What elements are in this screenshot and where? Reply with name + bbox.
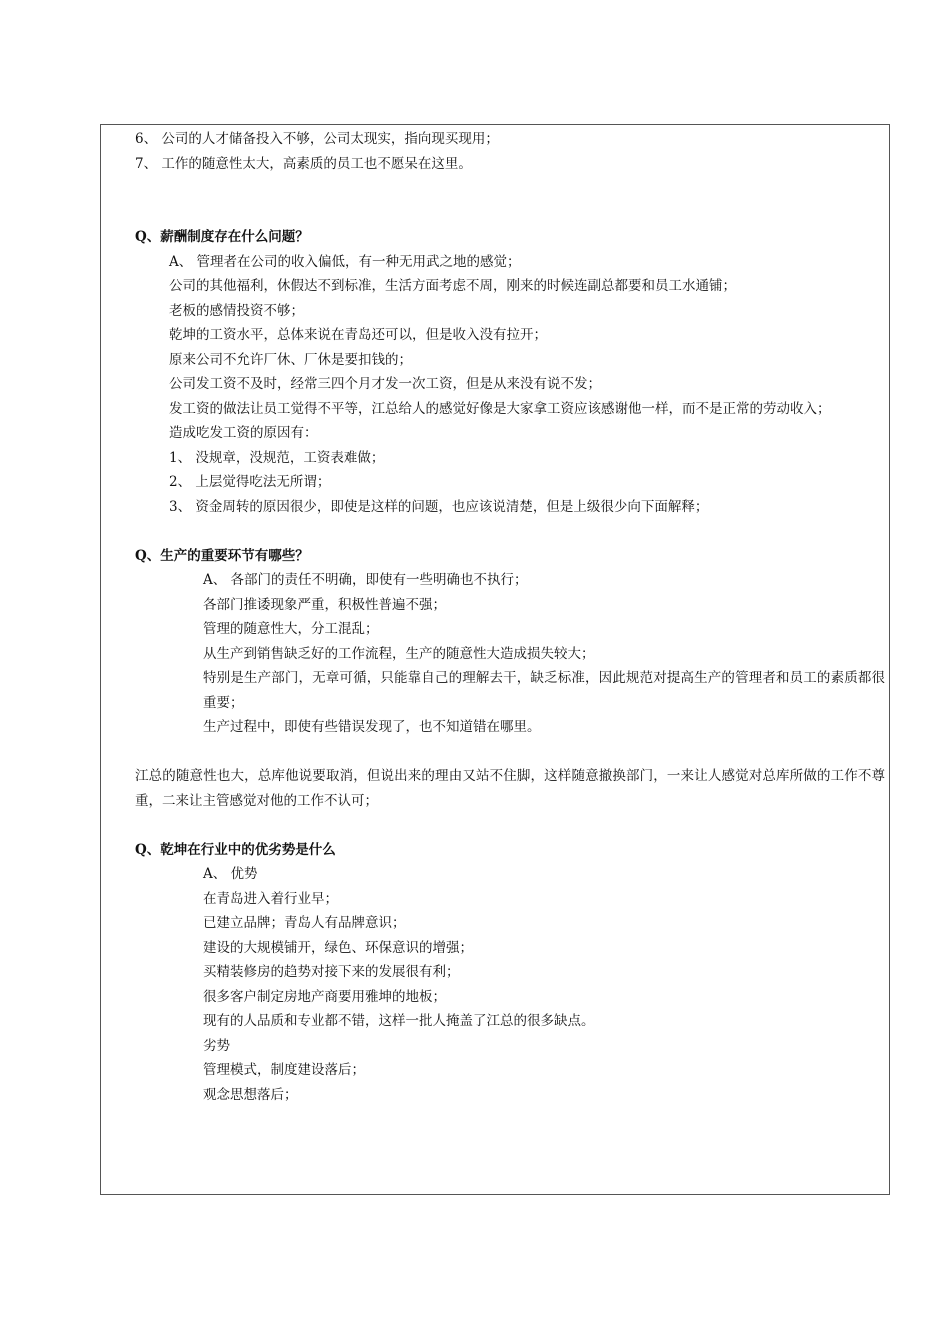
salary-answer	[135, 250, 885, 520]
industry-answer	[135, 862, 885, 1107]
answer-line: 2、 上层觉得吃法无所谓；	[169, 474, 331, 490]
answer-line: 现有的人品质和专业都不错，这样一批人掩盖了江总的很多缺点。	[203, 1013, 595, 1029]
answer-line: 乾坤的工资水平，总体来说在青岛还可以，但是收入没有拉开；	[169, 327, 547, 343]
answer-line: 老板的感情投资不够；	[169, 302, 304, 319]
intro-item: 6、 公司的人才储备投入不够，公司太现实，指向现买现用；	[135, 131, 499, 147]
notes-content	[135, 127, 885, 1107]
answer-line: 从生产到销售缺乏好的工作流程，生产的随意性大造成损失较大；	[203, 645, 595, 662]
answer-line: 1、 没规章，没规范，工资表难做；	[169, 449, 385, 466]
production-answer	[135, 568, 885, 740]
answer-line: 劣势	[203, 1037, 230, 1054]
answer-line: 管理模式，制度建设落后；	[203, 1062, 365, 1078]
industry-question: Q、乾坤在行业中的优劣势是什么	[135, 841, 336, 858]
answer-line: 观念思想落后；	[203, 1086, 298, 1103]
answer-line: 生产过程中，即使有些错误发现了，也不知道错在哪里。	[203, 719, 541, 735]
answer-line: A、 管理者在公司的收入偏低，有一种无用武之地的感觉；	[169, 253, 521, 270]
answer-line: 买精装修房的趋势对接下来的发展很有利；	[203, 964, 460, 980]
intro-item: 7、 工作的随意性太大，高素质的员工也不愿呆在这里。	[135, 155, 472, 172]
answer-line: 3、 资金周转的原因很少，即使是这样的问题，也应该说清楚，但是上级很少向下面解释；	[169, 498, 709, 515]
answer-line: 各部门推诿现象严重，积极性普遍不强；	[203, 596, 446, 613]
answer-line: 公司的其他福利，休假达不到标准，生活方面考虑不周，刚来的时候连副总都要和员工水通铺；	[169, 278, 736, 294]
answer-line: 造成吃发工资的原因有：	[169, 425, 318, 441]
answer-line: 管理的随意性大，分工混乱；	[203, 621, 379, 637]
answer-line: A、 各部门的责任不明确，即使有一些明确也不执行；	[203, 572, 528, 588]
answer-line: 在青岛进入着行业早；	[203, 890, 338, 907]
production-note: 江总的随意性也大，总库他说要取消，但说出来的理由又站不住脚，这样随意撤换部门，一来让人感觉对总库所做的工作不尊重，二来让主管感觉对他的工作不认可；	[135, 768, 885, 809]
answer-line: 特别是生产部门，无章可循，只能靠自己的理解去干，缺乏标准，因此规范对提高生产的管理者和员工的素质都很重要；	[203, 670, 885, 711]
salary-question: Q、薪酬制度存在什么问题？	[135, 229, 309, 245]
answer-line: 公司发工资不及时，经常三四个月才发一次工资，但是从来没有说不发；	[169, 376, 601, 392]
answer-line: 发工资的做法让员工觉得不平等，江总给人的感觉好像是大家拿工资应该感谢他一样，而不是正常的劳动收入；	[169, 400, 831, 417]
production-question: Q、生产的重要环节有哪些？	[135, 547, 309, 564]
interview-notes-box	[100, 124, 890, 1195]
answer-line: 建设的大规模铺开，绿色、环保意识的增强；	[203, 939, 473, 956]
answer-line: 原来公司不允许厂休、厂休是要扣钱的；	[169, 351, 412, 368]
answer-line: A、 优势	[203, 866, 258, 882]
answer-line: 已建立品牌；青岛人有品牌意识；	[203, 915, 406, 931]
answer-line: 很多客户制定房地产商要用雅坤的地板；	[203, 988, 446, 1005]
